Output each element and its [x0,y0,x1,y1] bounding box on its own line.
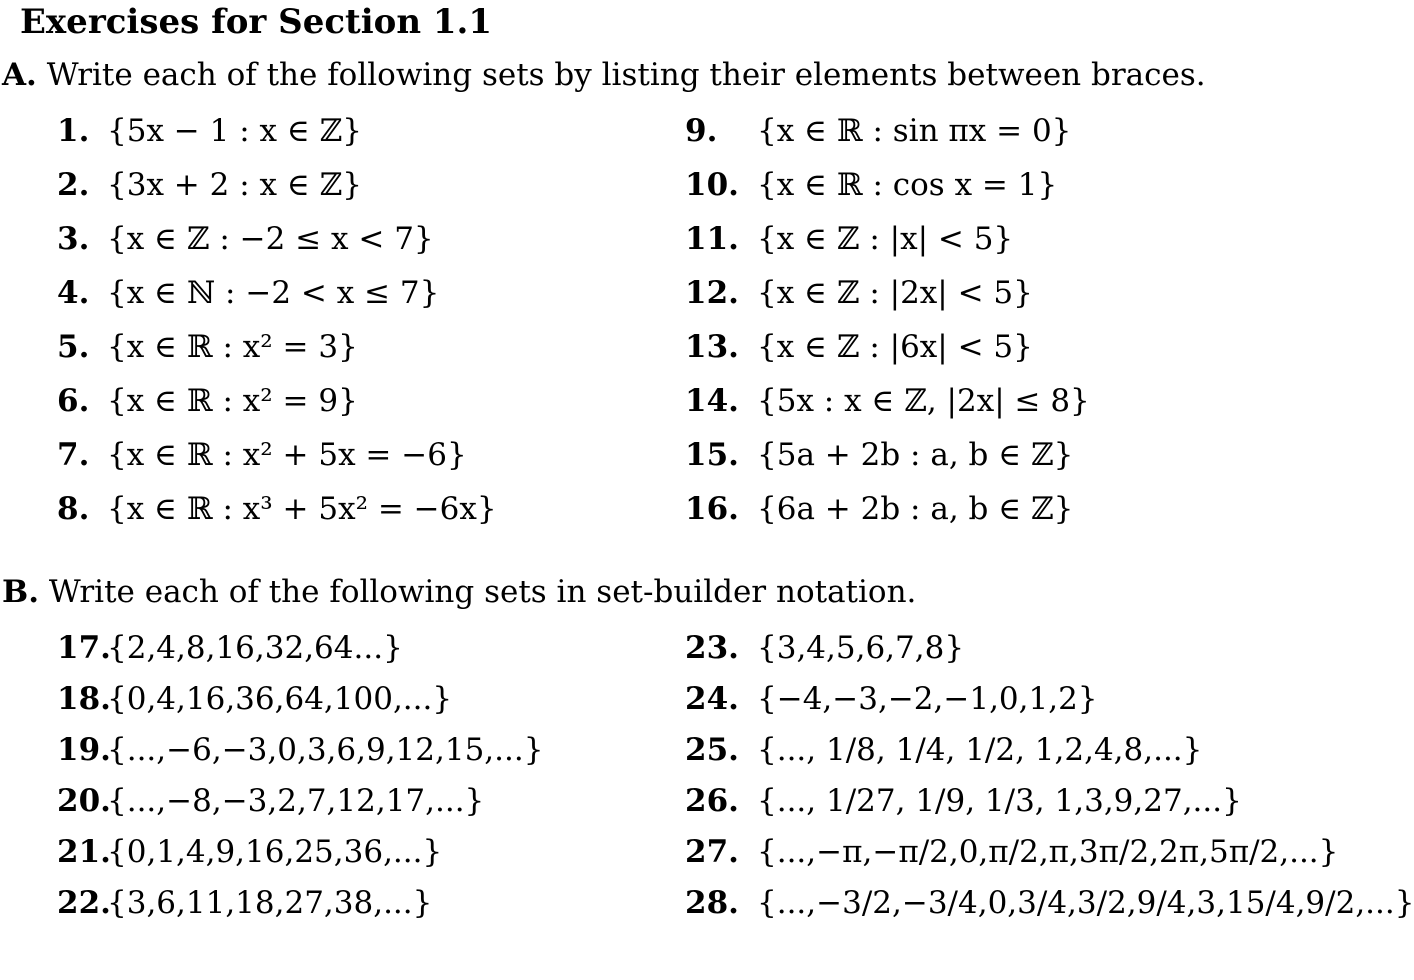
exercise-set: {3x + 2 : x ∈ ℤ} [107,167,362,203]
exercise-number: 12. [685,275,739,311]
exercise-3 [57,212,497,266]
exercise-set: {0,4,16,36,64,100,...} [107,681,453,717]
exercise-number: 19. [57,732,111,768]
exercise-set: {x ∈ ℤ : |x| < 5} [757,221,1014,257]
exercise-1 [57,104,497,158]
exercise-number: 23. [685,630,739,666]
exercise-number: 26. [685,783,739,819]
exercise-8 [57,482,497,536]
exercise-number: 14. [685,383,739,419]
exercise-number: 7. [57,437,90,473]
exercise-set: {x ∈ ℕ : −2 < x ≤ 7} [107,275,440,311]
exercise-set: {...,−3/2,−3/4,0,3/4,3/2,9/4,3,15/4,9/2,...} [757,885,1414,921]
exercise-2 [57,158,497,212]
exercise-set: {..., 1/8, 1/4, 1/2, 1,2,4,8,...} [757,732,1203,768]
exercise-set: {5x : x ∈ ℤ, |2x| ≤ 8} [757,383,1090,419]
exercise-set: {5a + 2b : a, b ∈ ℤ} [757,437,1074,473]
exercise-number: 3. [57,221,90,257]
exercise-set: {0,1,4,9,16,25,36,...} [107,834,443,870]
exercise-number: 8. [57,491,90,527]
exercise-number: 13. [685,329,739,365]
exercise-19 [57,725,543,776]
exercise-set: {x ∈ ℤ : |2x| < 5} [757,275,1033,311]
exercise-number: 4. [57,275,90,311]
exercise-number: 21. [57,834,111,870]
exercise-set: {5x − 1 : x ∈ ℤ} [107,113,362,149]
exercise-number: 1. [57,113,90,149]
exercise-23 [685,623,1414,674]
exercise-set: {x ∈ ℝ : x² = 9} [107,383,358,419]
exercise-number: 16. [685,491,739,527]
section-a-heading [2,55,1206,95]
exercise-21 [57,827,543,878]
section-b-letter: B. [2,574,39,610]
exercise-set: {...,−π,−π/2,0,π/2,π,3π/2,2π,5π/2,...} [757,834,1339,870]
exercise-number: 2. [57,167,90,203]
exercise-set: {..., 1/27, 1/9, 1/3, 1,3,9,27,...} [757,783,1242,819]
exercise-7 [57,428,497,482]
exercise-number: 10. [685,167,739,203]
exercise-set: {3,4,5,6,7,8} [757,630,965,666]
exercise-13 [685,320,1090,374]
exercise-number: 18. [57,681,111,717]
exercise-set: {x ∈ ℝ : x³ + 5x² = −6x} [107,491,497,527]
section-a-instruction: Write each of the following sets by listing their elements between braces. [46,57,1206,93]
page-title: Exercises for Section 1.1 [20,2,493,42]
exercise-9 [685,104,1090,158]
exercise-set: {3,6,11,18,27,38,...} [107,885,433,921]
exercise-15 [685,428,1090,482]
exercise-number: 5. [57,329,90,365]
section-b-right-column [685,623,1414,929]
exercise-number: 17. [57,630,111,666]
exercise-14 [685,374,1090,428]
exercise-28 [685,878,1414,929]
exercise-set: {x ∈ ℤ : |6x| < 5} [757,329,1033,365]
exercise-set: {x ∈ ℝ : x² = 3} [107,329,358,365]
exercise-5 [57,320,497,374]
exercise-number: 15. [685,437,739,473]
exercise-number: 6. [57,383,90,419]
section-a-right-column [685,104,1090,536]
section-b-instruction: Write each of the following sets in set-builder notation. [48,574,917,610]
exercise-set: {x ∈ ℝ : sin πx = 0} [757,113,1072,149]
exercise-set: {2,4,8,16,32,64...} [107,630,403,666]
section-a-left-column [57,104,497,536]
exercise-10 [685,158,1090,212]
exercise-set: {6a + 2b : a, b ∈ ℤ} [757,491,1074,527]
section-b-left-column [57,623,543,929]
exercise-27 [685,827,1414,878]
exercise-number: 28. [685,885,739,921]
exercise-4 [57,266,497,320]
exercise-20 [57,776,543,827]
exercise-11 [685,212,1090,266]
exercise-set: {x ∈ ℤ : −2 ≤ x < 7} [107,221,434,257]
exercise-number: 9. [685,113,718,149]
exercise-number: 27. [685,834,739,870]
exercise-set: {...,−8,−3,2,7,12,17,...} [107,783,485,819]
exercise-18 [57,674,543,725]
exercise-number: 24. [685,681,739,717]
exercise-26 [685,776,1414,827]
exercise-number: 25. [685,732,739,768]
exercise-6 [57,374,497,428]
exercise-16 [685,482,1090,536]
section-b-heading [2,572,916,612]
exercise-set: {x ∈ ℝ : x² + 5x = −6} [107,437,467,473]
exercise-24 [685,674,1414,725]
exercise-number: 20. [57,783,111,819]
exercise-set: {x ∈ ℝ : cos x = 1} [757,167,1058,203]
exercise-12 [685,266,1090,320]
exercise-number: 11. [685,221,739,257]
exercise-set: {−4,−3,−2,−1,0,1,2} [757,681,1098,717]
exercise-22 [57,878,543,929]
exercise-17 [57,623,543,674]
exercise-set: {...,−6,−3,0,3,6,9,12,15,...} [107,732,544,768]
exercise-25 [685,725,1414,776]
exercise-number: 22. [57,885,111,921]
section-a-letter: A. [2,57,37,93]
